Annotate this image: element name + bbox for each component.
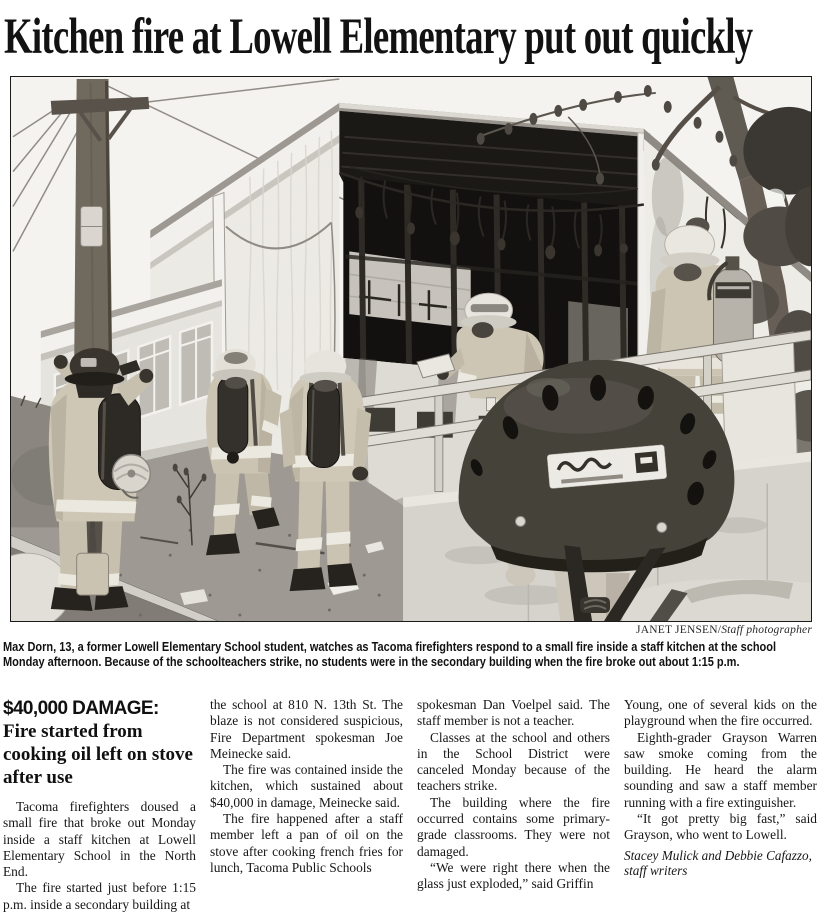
- column-3: [417, 697, 610, 913]
- subhead: [3, 697, 196, 789]
- paragraph: the school at 810 N. 13th St. The blaze is not considered suspicious, Fire Department spokesman Joe Meinecke said.: [210, 697, 403, 761]
- article-headline: [4, 8, 820, 70]
- paragraph: The fire happened after a staff member left a pan of oil on the stove after cooking french fries for lunch, Tacoma Public Schools: [210, 811, 403, 875]
- paragraph: “It got pretty big fast,” said Grayson, who went to Lowell.: [624, 811, 817, 843]
- column-2: [210, 697, 403, 913]
- paragraph: “We were right there when the glass just exploded,” said Griffin: [417, 859, 610, 892]
- paragraph: The building where the fire occurred contains some primary-grade classrooms. They were not damaged.: [417, 794, 610, 859]
- news-photo: [10, 76, 812, 622]
- byline-role: staff writers: [624, 863, 688, 879]
- photo-credit-name: JANET JENSEN/: [636, 624, 722, 636]
- photo-caption: [3, 640, 815, 674]
- paragraph: The fire started just before 1:15 p.m. inside a secondary building at: [3, 880, 196, 912]
- column-1: [3, 697, 196, 913]
- subhead-rest: Fire started from cooking oil left on stove after use: [3, 721, 193, 788]
- byline: [624, 848, 817, 879]
- column-4: [624, 697, 817, 913]
- byline-names: Stacey Mulick and Debbie Cafazzo,: [624, 847, 812, 863]
- paragraph: The fire was contained inside the kitchen, which sustained about $40,000 in damage, Meinecke said.: [210, 762, 403, 810]
- subhead-kicker: $40,000 DAMAGE:: [3, 698, 159, 719]
- photo-credit: [10, 624, 812, 636]
- gear-pouch: [77, 553, 109, 595]
- headline-text: Kitchen fire at Lowell Elementary put out quickly: [4, 9, 753, 65]
- photo-illustration: [11, 77, 811, 621]
- paragraph: Tacoma firefighters doused a small fire that broke out Monday inside a staff kitchen at Lowell Elementary School in the North End.: [3, 799, 196, 880]
- paragraph: Eighth-grader Grayson Warren saw smoke coming from the building. He heard the alarm sounding and saw a staff member running with a fire extinguisher.: [624, 729, 817, 810]
- paragraph: Classes at the school and others in the School District were canceled Monday because of the teachers strike.: [417, 729, 610, 794]
- paragraph: spokesman Dan Voelpel said. The staff member is not a teacher.: [417, 697, 610, 729]
- photo-caption-text: Max Dorn, 13, a former Lowell Elementary School student, watches as Tacoma firefighters respond to a small fire inside a staff kitchen at the school Monday afternoon. Because of the schoolteachers strike, no students were in the secondary building when the fire broke out about 1:15 p.m.: [3, 640, 777, 669]
- photo-credit-role: Staff photographer: [721, 624, 812, 636]
- article-body: [3, 697, 817, 913]
- paragraph: Young, one of several kids on the playground when the fire occurred.: [624, 697, 817, 729]
